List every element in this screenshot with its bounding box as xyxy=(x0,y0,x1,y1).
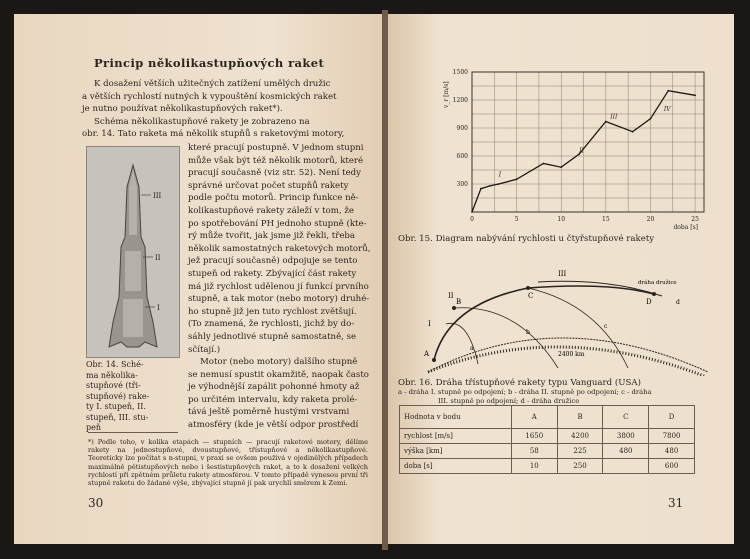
table-cell: 1650 xyxy=(511,429,557,444)
text-line: tává ještě poměrně hustými vrstvami xyxy=(188,407,350,418)
text-line: podle počtu motorů. Princip funkce ně- xyxy=(188,193,359,204)
page-number: 30 xyxy=(88,496,104,510)
data-point xyxy=(542,163,544,165)
text-line: může však být též několik motorů, které xyxy=(188,155,364,166)
table-cell: rychlost [m/s] xyxy=(400,429,512,444)
stage-label: III xyxy=(558,270,567,278)
data-point xyxy=(516,178,518,180)
table-header-row xyxy=(400,406,695,429)
text-line: pracují současně (viz str. 52). Není tedy xyxy=(188,168,362,179)
table-cell: 600 xyxy=(649,459,695,474)
text-line: rý může tvořit, jak jsme již řekli, třeba xyxy=(188,231,356,242)
table-header: Hodnota v bodu xyxy=(400,406,512,429)
caption-line: ma několika- xyxy=(86,370,138,380)
radius-label: 2400 km xyxy=(558,351,585,358)
text-line: několik samostatných raketových motorů, xyxy=(188,243,371,254)
footnote: *) Podle toho, v kolika etapách — stupních — pracují raketové motory, dělíme rakety na jednostupňové, dvoustupňové, třístupňové a několikastupňové. Teoreticky lze počítat s n-stupni, v praxi se ovšem používá v ojedinělých případech maximálně pětistupňových nebo i šestistupňových raket, a to k dosažení velkých rychlostí při zpětném průletu rakety atmosférou. V tomto případě vynesou první tři stupně raketu do žádané výše, zbývající stupně jí pak urychlí směrem k Zemi. xyxy=(88,438,368,488)
x-tick-label: 15 xyxy=(602,216,610,223)
text-line: se nemusí spustit okamžitě, naopak často xyxy=(188,369,369,380)
text-line: sčítají.) xyxy=(188,344,221,355)
text-line: K dosažení větších užitečných zatížení umělých družic xyxy=(94,79,331,89)
table-cell: 10 xyxy=(511,459,557,474)
figure-16-caption: Obr. 16. Dráha třístupňové rakety typu Vanguard (USA) xyxy=(398,378,641,388)
data-point xyxy=(498,183,500,185)
table-cell: 250 xyxy=(557,459,603,474)
caption-line: ty I. stupeň, II. xyxy=(86,402,146,411)
figure-15-chart xyxy=(438,64,718,232)
table-header: D xyxy=(649,406,695,429)
figure-15-caption: Obr. 15. Diagram nabývání rychlosti u čtyřstupňové rakety xyxy=(398,234,655,244)
table-cell: 225 xyxy=(557,444,603,459)
table-cell: 58 xyxy=(511,444,557,459)
text-line: je výhodnější zapálit pohonné hmoty až xyxy=(188,382,360,393)
y-tick-label: 1200 xyxy=(452,97,468,104)
y-tick-label: 900 xyxy=(456,125,468,132)
path-label: b xyxy=(526,329,530,336)
table-cell: 7800 xyxy=(649,429,695,444)
table-row xyxy=(400,459,695,474)
table-cell: doba [s] xyxy=(400,459,512,474)
text-line: Motor (nebo motory) dalšího stupně xyxy=(200,357,358,368)
stage-label: I xyxy=(428,320,431,328)
x-axis-label: doba [s] xyxy=(673,224,698,231)
stage-annotation: II xyxy=(579,147,584,155)
text-line: jež pracují současně) odpojuje se tento xyxy=(188,256,358,267)
caption-line: Obr. 14. Sché- xyxy=(86,360,144,369)
text-line: má již rychlost udělenou jí funkcí prvního xyxy=(188,281,369,292)
point-label-d: D xyxy=(646,298,652,306)
right-page xyxy=(388,14,734,544)
stage-label: I xyxy=(157,304,160,312)
point-label-c: C xyxy=(528,292,534,300)
text-line: správné určovat počet stupňů rakety xyxy=(188,180,349,191)
data-point xyxy=(605,121,607,123)
table-header: A xyxy=(511,406,557,429)
paragraph-intro xyxy=(82,78,372,141)
point-label-a: A xyxy=(424,350,430,358)
point-label-b: B xyxy=(456,298,462,306)
text-line: kolikastupňové rakety záleží v tom, že xyxy=(188,205,354,216)
table-row xyxy=(400,429,695,444)
stage-label: II xyxy=(448,292,454,300)
text-line: po spotřebování PH jednoho stupně (kte- xyxy=(188,218,367,229)
paragraph-main xyxy=(188,142,372,432)
data-point xyxy=(489,185,491,187)
path-label: d xyxy=(676,299,680,306)
path-label: a xyxy=(470,345,474,352)
path-label: c xyxy=(604,323,608,330)
table-cell: výška [km] xyxy=(400,444,512,459)
x-tick-label: 10 xyxy=(557,216,566,223)
text-line: je nutno používat několikastupňových raket*). xyxy=(82,104,283,115)
text-line: sáhly jednotlivé stupně samostatně, se xyxy=(188,331,357,342)
left-page xyxy=(14,14,382,544)
legend-line: a - dráha I. stupně po odpojení; b - dráha II. stupně po odpojení; c - dráha xyxy=(398,388,652,396)
data-point xyxy=(667,90,669,92)
stage-label: II xyxy=(155,254,161,262)
data-point xyxy=(632,131,634,133)
text-line: které pracují postupně. V jednom stupni xyxy=(188,143,364,153)
caption-line: stupeň, III. stu- xyxy=(86,412,149,422)
caption-line: stupňové) rake- xyxy=(86,391,150,401)
figure-14-image xyxy=(86,146,180,358)
x-tick-label: 0 xyxy=(470,216,474,223)
stage-label: III xyxy=(153,192,162,200)
text-line: stupně, a tak motor (nebo motory) druhé- xyxy=(188,294,370,305)
page-number: 31 xyxy=(668,496,684,510)
rocket-schematic xyxy=(87,147,179,357)
x-tick-label: 5 xyxy=(514,216,519,223)
text-line: po určitém intervalu, kdy raketa prolé- xyxy=(188,394,358,405)
table-cell xyxy=(603,459,649,474)
x-tick-label: 25 xyxy=(691,216,699,223)
y-axis-label: v_r [m/s] xyxy=(443,81,450,108)
text-line: a větších rychlostí nutných k vypouštění kosmických raket xyxy=(82,91,337,102)
table-cell: 3800 xyxy=(603,429,649,444)
caption-line: stupňové (tři- xyxy=(86,381,141,390)
data-point xyxy=(694,94,696,96)
section-title: Princip několikastupňových raket xyxy=(94,56,325,70)
y-tick-label: 1500 xyxy=(452,69,468,76)
x-tick-label: 20 xyxy=(646,216,655,223)
table-cell: 480 xyxy=(649,444,695,459)
table-cell: 4200 xyxy=(557,429,603,444)
data-point xyxy=(560,166,562,168)
stage-annotation: I xyxy=(498,171,502,179)
text-line: Schéma několikastupňové rakety je zobrazeno na xyxy=(94,116,310,127)
text-line: atmosféry (kde je větší odpor prostředí xyxy=(188,420,359,431)
figure-14-caption xyxy=(86,360,178,434)
data-point xyxy=(471,211,473,213)
orbit-label: dráha družice xyxy=(638,280,677,286)
y-tick-label: 600 xyxy=(456,153,468,160)
stage-annotation: IV xyxy=(663,106,671,114)
caption-line: peň xyxy=(86,423,102,432)
footnote-rule xyxy=(88,432,178,433)
legend-line: III. stupně po odpojení; d - dráha družice xyxy=(438,396,580,405)
table-row xyxy=(400,444,695,459)
text-line: (To znamená, že rychlosti, jichž by do- xyxy=(188,319,355,330)
values-table xyxy=(399,405,695,474)
table-cell: 480 xyxy=(603,444,649,459)
table-header: C xyxy=(603,406,649,429)
text-line: obr. 14. Tato raketa má několik stupňů s raketovými motory, xyxy=(82,129,345,140)
data-point xyxy=(480,188,482,190)
y-tick-label: 300 xyxy=(456,181,468,188)
table-header: B xyxy=(557,406,603,429)
figure-16-diagram xyxy=(408,264,708,376)
text-line: stupeň od rakety. Zbývající část rakety xyxy=(188,268,357,279)
text-line: ho stupně již jen tuto rychlost zvětšují. xyxy=(188,306,357,317)
data-point xyxy=(650,118,652,120)
stage-annotation: III xyxy=(610,113,618,121)
figure-16-legend xyxy=(398,388,718,405)
